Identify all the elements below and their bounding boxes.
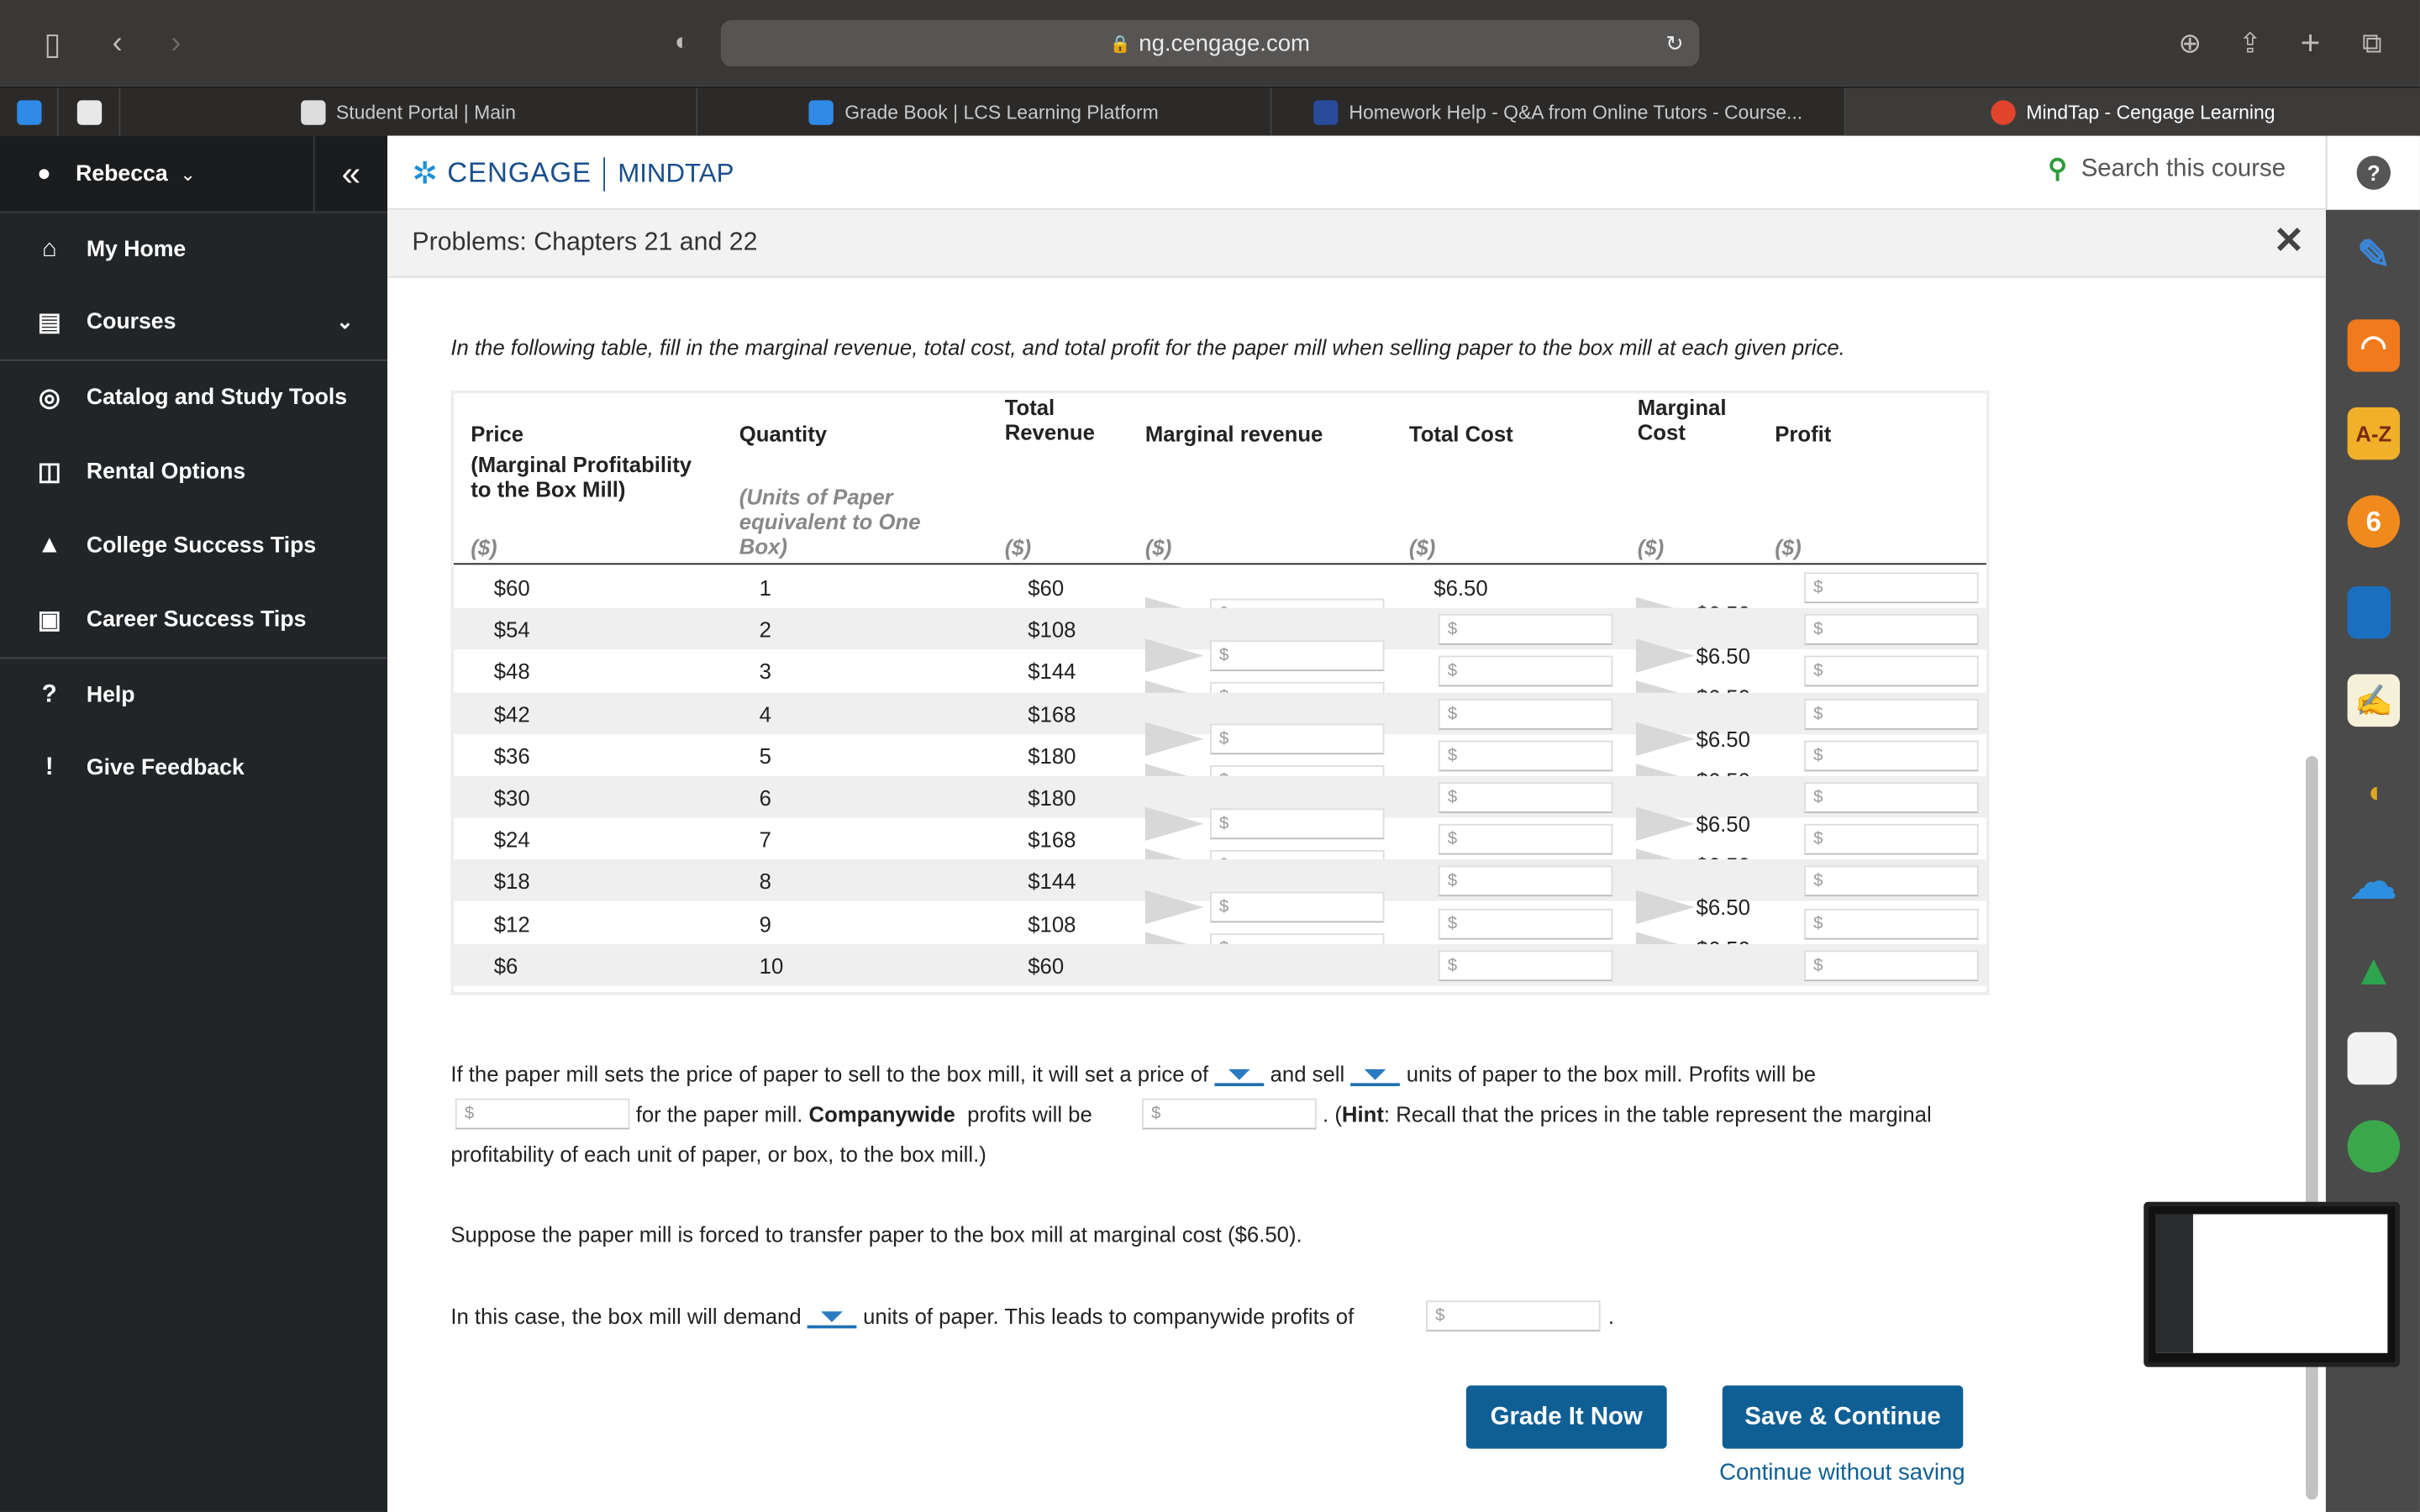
total-cost-input[interactable]	[1439, 782, 1613, 813]
dollar-prefix: $	[1218, 814, 1229, 833]
search-placeholder: Search this course	[2081, 155, 2286, 182]
sidebar-item-courses[interactable]	[0, 304, 387, 341]
divider	[0, 360, 387, 361]
question-text: units of paper. This leads to companywide profits of	[863, 1304, 1355, 1329]
tab-student-portal[interactable]	[120, 88, 697, 138]
dollar-prefix: $	[1447, 956, 1458, 975]
dollar-prefix: $	[1813, 914, 1823, 933]
share-icon[interactable]: ⇪	[2238, 27, 2262, 58]
sidebar-item-label: College Success Tips	[86, 533, 317, 559]
table-instruction: In the following table, fill in the marginal revenue, total cost, and total profit for the paper mill when selling paper to the box mill at each given price.	[450, 334, 1845, 360]
total-revenue-cell: $60	[1028, 575, 1065, 601]
question-text: units of paper to the box mill. Profits will be	[1406, 1061, 1817, 1087]
total-revenue-cell: $180	[1028, 785, 1076, 811]
sidebar-item-label: Catalog and Study Tools	[86, 386, 348, 411]
notes-icon[interactable]: ✍	[2348, 675, 2400, 727]
page-icon	[301, 100, 325, 124]
question-marginal-cost-transfer: Suppose the paper mill is forced to transfer paper to the box mill at marginal cost ($6.50).	[450, 1221, 1302, 1247]
search-course[interactable]	[2048, 155, 2286, 186]
total-cost-cell: $6.50	[1434, 575, 1488, 601]
question-text: If the paper mill sets the price of paper to sell to the box mill, it will set a price of	[450, 1061, 1209, 1087]
profit-input[interactable]	[1804, 614, 1979, 645]
google-drive-icon[interactable]: ▲	[2352, 945, 2396, 994]
dollar-prefix: $	[1435, 1306, 1445, 1326]
dollar-prefix: $	[1447, 662, 1458, 681]
notebook-icon[interactable]	[2348, 586, 2391, 638]
profit-input[interactable]	[1804, 698, 1979, 729]
question-text: .	[1607, 1304, 1614, 1329]
question-text: profits will be	[967, 1101, 1092, 1126]
home-icon: ⌂	[41, 236, 57, 263]
col-header-price: Price	[471, 421, 524, 446]
total-cost-input[interactable]	[1439, 656, 1613, 687]
dollar-prefix: $	[1447, 788, 1458, 807]
col-subheader-price: (Marginal Profitability to the Box Mill)	[471, 452, 692, 501]
hint-label: Hint	[1341, 1101, 1384, 1126]
profit-input[interactable]	[1804, 656, 1979, 687]
feedback-icon: !	[45, 754, 54, 781]
col-unit-price: ($)	[471, 535, 497, 560]
sidebar-item-label: Career Success Tips	[86, 607, 307, 633]
sidebar-toggle-icon[interactable]: ▯	[44, 27, 61, 61]
download-icon[interactable]: ⊕	[2178, 27, 2202, 58]
quantity-cell: 7	[759, 827, 771, 853]
quantity-cell: 10	[759, 953, 784, 979]
dollar-prefix: $	[1447, 620, 1458, 639]
sidebar-item-label: Rental Options	[86, 459, 246, 485]
page-icon	[76, 100, 101, 124]
price-dropdown[interactable]	[1214, 1065, 1264, 1087]
total-revenue-cell: $108	[1028, 911, 1076, 937]
total-cost-input[interactable]	[1439, 908, 1613, 939]
divider	[604, 156, 606, 190]
marginal-cost-cell: $6.50	[1696, 811, 1750, 836]
pinned-tab-1[interactable]	[0, 88, 59, 138]
page-title: Problems: Chapters 21 and 22	[412, 228, 758, 256]
marginal-cost-cell: $6.50	[1696, 727, 1750, 752]
profit-input[interactable]	[1804, 782, 1979, 813]
cengage-6-icon[interactable]: 6	[2348, 496, 2400, 548]
price-cell: $60	[493, 575, 530, 601]
tab-bar	[0, 87, 2420, 136]
quantity-cell: 6	[759, 785, 771, 811]
total-cost-input[interactable]	[1439, 950, 1613, 981]
dollar-prefix: $	[1813, 830, 1823, 849]
user-icon: ●	[37, 160, 51, 187]
lock-icon: 🔒	[1109, 34, 1132, 54]
question-text: : Recall that the prices in the table represent the marginal	[1383, 1101, 1932, 1126]
open-book-icon: ◫	[37, 459, 61, 486]
sidebar-item-my-home[interactable]	[0, 232, 387, 269]
activity-title-bar	[387, 210, 2326, 278]
total-cost-input[interactable]	[1439, 698, 1613, 729]
question-box-mill-demand	[450, 1296, 1354, 1336]
dollar-prefix: $	[1151, 1105, 1161, 1124]
header-rule	[454, 563, 1986, 564]
dollar-prefix: $	[464, 1105, 475, 1124]
quantity-cell: 8	[759, 869, 771, 895]
price-cell: $18	[493, 869, 530, 895]
col-unit-marginal-cost: ($)	[1637, 535, 1665, 560]
new-tab-icon[interactable]: +	[2300, 23, 2321, 62]
tab-label: Grade Book | LCS Learning Platform	[844, 102, 1159, 123]
sidebar-item-label: My Home	[86, 237, 187, 263]
sidebar-item-college-success[interactable]	[0, 528, 387, 564]
quantity-cell: 1	[759, 575, 771, 601]
tab-overview-icon[interactable]: ⧉	[2362, 27, 2382, 58]
cengage-logo-icon	[1991, 100, 2015, 124]
price-cell: $6	[493, 953, 518, 979]
sidebar-item-career-success[interactable]	[0, 601, 387, 638]
briefcase-icon: ▣	[37, 607, 61, 634]
sidebar-item-label: Help	[86, 683, 135, 709]
dollar-prefix: $	[1813, 956, 1823, 975]
dollar-prefix: $	[1813, 704, 1823, 723]
tab-label: Homework Help - Q&A from Online Tutors - Course...	[1349, 102, 1803, 123]
price-cell: $30	[493, 785, 530, 811]
col-header-profit: Profit	[1775, 421, 1832, 446]
price-cell: $12	[493, 911, 530, 937]
question-bold-text: Companywide	[808, 1101, 955, 1126]
question-text-line2	[636, 1094, 1092, 1134]
dictionary-icon[interactable]: A-Z	[2348, 407, 2400, 459]
chevron-down-icon: ⌄	[180, 162, 196, 185]
total-revenue-cell: $168	[1028, 701, 1076, 727]
help-icon: ?	[2357, 156, 2391, 190]
question-price-setting	[450, 1053, 1994, 1094]
divider	[0, 657, 387, 659]
col-header-total-revenue: Total Revenue	[1004, 395, 1095, 444]
dollar-prefix: $	[1813, 620, 1823, 639]
price-cell: $24	[493, 827, 530, 853]
companywide-profit-input[interactable]	[1142, 1099, 1317, 1130]
profit-input[interactable]	[1804, 824, 1979, 855]
quantity-cell: 9	[759, 911, 771, 937]
read-speaker-icon[interactable]: ◖	[2364, 774, 2383, 810]
cengage-logo-icon: ✲	[412, 157, 439, 192]
tab-mindtap[interactable]	[1846, 88, 2420, 138]
dollar-prefix: $	[1447, 830, 1458, 849]
marginal-cost-cell: $6.50	[1696, 895, 1750, 920]
col-header-marginal-cost: Marginal Cost	[1637, 395, 1727, 444]
total-cost-input[interactable]	[1439, 740, 1613, 771]
progress-icon[interactable]	[2348, 1120, 2400, 1172]
back-icon[interactable]: ‹	[112, 25, 123, 60]
cengage-logo[interactable]	[412, 155, 734, 193]
scrollbar[interactable]	[2306, 756, 2318, 1499]
reload-icon[interactable]: ↻	[1665, 29, 1684, 55]
help-icon: ?	[41, 681, 57, 709]
user-name: Rebecca	[76, 160, 168, 186]
continue-without-saving-link[interactable]: Continue without saving	[1719, 1459, 1965, 1486]
onedrive-icon[interactable]: ☁	[2350, 857, 2397, 908]
sidebar-item-feedback[interactable]	[0, 750, 387, 787]
dollar-prefix: $	[1447, 914, 1458, 933]
col-unit-total-cost: ($)	[1408, 535, 1436, 560]
col-header-total-cost: Total Cost	[1408, 421, 1513, 446]
col-unit-marginal-revenue: ($)	[1144, 535, 1172, 560]
quantity-cell: 5	[759, 743, 771, 769]
total-cost-input[interactable]	[1439, 866, 1613, 897]
question-text: . (	[1323, 1101, 1342, 1126]
question-text: In this case, the box mill will demand	[450, 1304, 802, 1329]
question-text: and sell	[1270, 1061, 1345, 1087]
dollar-prefix: $	[1218, 730, 1229, 749]
pinned-tab-2[interactable]	[59, 88, 120, 138]
browser-toolbar	[0, 0, 2420, 87]
quantity-cell: 3	[759, 659, 771, 685]
profit-input[interactable]	[1804, 866, 1979, 897]
user-menu[interactable]	[0, 136, 387, 213]
sidebar-item-label: Courses	[86, 310, 176, 335]
forward-icon[interactable]: ›	[171, 25, 182, 60]
demand-dropdown[interactable]	[808, 1307, 857, 1329]
compass-icon: ◎	[38, 386, 60, 412]
price-cell: $48	[493, 659, 530, 685]
dollar-prefix: $	[1813, 788, 1823, 807]
bolt-icon	[809, 100, 834, 124]
paper-mill-profit-input[interactable]	[455, 1099, 630, 1130]
hint-text-continued: profitability of each unit of paper, or box, to the box mill.)	[450, 1142, 986, 1167]
quantity-cell: 2	[759, 617, 771, 643]
tab-grade-book[interactable]	[697, 88, 1271, 138]
total-revenue-cell: $144	[1028, 659, 1076, 685]
search-icon: ⚲	[2048, 154, 2068, 184]
price-cell: $54	[493, 617, 530, 643]
tab-homework-help[interactable]	[1271, 88, 1845, 138]
tab-label: Student Portal | Main	[335, 102, 516, 123]
sidebar-item-label: Give Feedback	[86, 755, 245, 781]
grade-it-now-button[interactable]: Grade It Now	[1466, 1385, 1667, 1448]
dollar-prefix: $	[1447, 872, 1458, 891]
dollar-prefix: $	[1218, 897, 1229, 916]
tab-label: MindTap - Cengage Learning	[2026, 102, 2275, 123]
col-header-quantity: Quantity	[739, 421, 828, 446]
graduation-cap-icon: ▲	[37, 532, 62, 559]
url-text: ng.cengage.com	[1139, 29, 1311, 57]
col-subheader-quantity: (Units of Paper equivalent to One Box)	[739, 484, 921, 559]
profit-input[interactable]	[1804, 572, 1979, 603]
sidebar-item-rental[interactable]	[0, 454, 387, 491]
companywide-profit-mc-input[interactable]	[1426, 1300, 1601, 1331]
total-revenue-cell: $144	[1028, 869, 1076, 895]
help-button[interactable]	[2326, 136, 2420, 210]
address-bar[interactable]	[721, 20, 1699, 66]
sidebar	[0, 136, 387, 1512]
question-text: for the paper mill.	[635, 1101, 803, 1126]
profit-input[interactable]	[1804, 740, 1979, 771]
price-cell: $42	[493, 701, 530, 727]
profit-input[interactable]	[1804, 908, 1979, 939]
quantity-cell: 4	[759, 701, 771, 727]
dollar-prefix: $	[1813, 746, 1823, 765]
total-revenue-cell: $180	[1028, 743, 1076, 769]
total-cost-input[interactable]	[1439, 824, 1613, 855]
hint-text	[1323, 1094, 1932, 1134]
double-chevron-left-icon: «	[341, 154, 361, 193]
collapse-sidebar-button[interactable]	[313, 136, 387, 213]
dollar-prefix: $	[1813, 872, 1823, 891]
sidebar-item-help[interactable]	[0, 677, 387, 714]
total-revenue-cell: $108	[1028, 617, 1076, 643]
dollar-prefix: $	[1447, 704, 1458, 723]
window-thumbnail[interactable]	[2144, 1202, 2400, 1368]
bolt-icon	[16, 100, 40, 124]
close-icon[interactable]: ✕	[2273, 220, 2305, 263]
total-cost-input[interactable]	[1439, 614, 1613, 645]
marginal-cost-cell: $6.50	[1696, 643, 1750, 668]
quantity-dropdown[interactable]	[1351, 1065, 1401, 1087]
dollar-prefix: $	[1218, 646, 1229, 665]
product-name: MINDTAP	[618, 158, 734, 188]
thumbnail-sidebar	[2156, 1214, 2193, 1352]
total-revenue-cell: $60	[1028, 953, 1065, 979]
star-icon	[1313, 100, 1338, 124]
total-revenue-cell: $168	[1028, 827, 1076, 853]
flashcards-icon[interactable]	[2348, 1032, 2397, 1084]
chevron-down-icon: ⌄	[336, 310, 354, 333]
book-icon: ▤	[37, 310, 61, 337]
dollar-prefix: $	[1447, 746, 1458, 765]
col-unit-total-revenue: ($)	[1004, 535, 1032, 560]
profit-input[interactable]	[1804, 950, 1979, 981]
shield-icon[interactable]: ◐	[674, 29, 690, 56]
rss-icon[interactable]: ◠	[2348, 319, 2400, 371]
table-row	[454, 944, 1986, 986]
brand-name: CENGAGE	[447, 157, 592, 189]
sidebar-item-catalog[interactable]	[0, 380, 387, 417]
save-continue-button[interactable]: Save & Continue	[1723, 1385, 1964, 1448]
col-unit-profit: ($)	[1775, 535, 1802, 560]
pencil-icon[interactable]: ✎	[2356, 230, 2391, 277]
app-header	[387, 136, 2326, 210]
col-header-marginal-revenue: Marginal revenue	[1144, 421, 1323, 446]
dollar-prefix: $	[1813, 578, 1823, 597]
dollar-prefix: $	[1813, 662, 1823, 681]
price-cell: $36	[493, 743, 530, 769]
